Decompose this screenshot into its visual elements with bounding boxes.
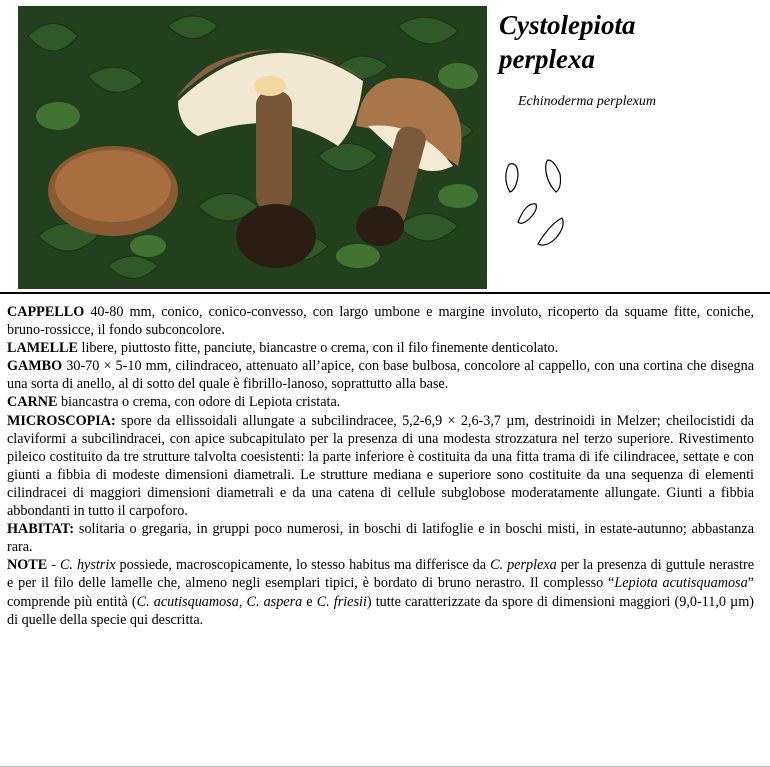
microscopia-paragraph [7,412,754,521]
note-species-hystrix: C. hystrix [59,557,116,574]
top-divider [0,292,770,294]
spore-drawing [500,154,580,254]
lamelle-text: libere, piuttosto fitte, panciute, biancastre o crema, con il filo finemente denticolato. [77,340,559,357]
note-text-2: possiede, macroscopicamente, lo stesso habitus ma differisce da [115,557,491,574]
species-title [499,8,759,76]
habitat-heading: HABITAT: [7,521,74,538]
note-species-acutisquamosa: C. acutisquamosa [136,593,239,610]
description-text [7,303,754,629]
lamelle-heading: LAMELLE [7,340,78,357]
gambo-heading: GAMBO [7,358,63,375]
note-heading: NOTE [7,557,48,574]
mushroom-photo [18,6,487,289]
note-text-3: per la presenza di guttule nerastre e per il filo delle lamelle che, almeno negli esemplari tipici, è bordato di bruno nerastro. Il complesso “ [7,557,754,592]
cappello-text: 40-80 mm, conico, conico-convesso, con largo umbone e margine involuto, ricoperto da squame fitte, coniche, bruno-rossicce, il fondo subconcolore. [7,304,754,339]
note-text-6: e [302,593,317,610]
note-species-friesii: C. friesii [316,593,367,610]
gambo-text: 30-70 × 5-10 mm, cilindraceo, attenuato all’apice, con base bulbosa, concolore al cappello, con una cortina che disegna una sorta di anello, al di sotto del quale è fibrillo-lanoso, soprattutto alla base. [7,358,754,393]
note-text-1: - [47,557,60,574]
note-text-4: ” comprende più entità ( [7,575,754,610]
note-text-5: , [238,593,247,610]
carne-heading: CARNE [7,394,58,411]
title-epithet: perplexa [499,44,595,74]
carne-text: biancastra o crema, con odore di Lepiota cristata. [57,394,341,411]
carne-paragraph [7,393,754,411]
note-text-7: ) tutte caratterizzate da spore di dimensioni maggiori (9,0-11,0 µm) di quelle della specie qui descritta. [7,593,754,628]
note-paragraph [7,556,754,628]
cappello-heading: CAPPELLO [7,304,85,320]
habitat-text: solitaria o gregaria, in gruppi poco numerosi, in boschi di latifoglie e in boschi misti, in estate-autunno; abbastanza rara. [7,521,754,556]
habitat-paragraph [7,520,754,556]
gambo-paragraph [7,357,754,393]
lamelle-paragraph [7,339,754,357]
synonym: Echinoderma perplexum [518,94,657,109]
cappello-paragraph [7,303,754,339]
microscopia-text: spore da ellissoidali allungate a subcilindracee, 5,2-6,9 × 2,6-3,7 µm, destrinoidi in Melzer; cheilocistidi da claviformi a subcilindracei, con apice subcapitulato per la presenza di una modesta strozzatura nel terzo superiore. Rivestimento pileico costituito da tre strutture talvolta coesistenti: la parte inferiore è costituita da una fitta trama di ife cilindracee, settate e con giunti a fibbia di modeste dimensioni diametrali. Le strutture mediana e superiore sono costituite da una sequenza di elementi cilindracei di maggiori dimensioni diametrali e da una catena di cellule subglobose moderatamente allungate. Giunti a fibbia abbondanti in tutto il carpoforo. [7,412,754,520]
note-species-acutisquamosa-complex: Lepiota acutisquamosa [614,575,748,592]
title-genus: Cystolepiota [499,10,636,40]
note-species-perplexa: C. perplexa [490,557,557,574]
microscopia-heading: MICROSCOPIA: [7,412,116,429]
note-species-aspera: C. aspera [246,593,303,610]
